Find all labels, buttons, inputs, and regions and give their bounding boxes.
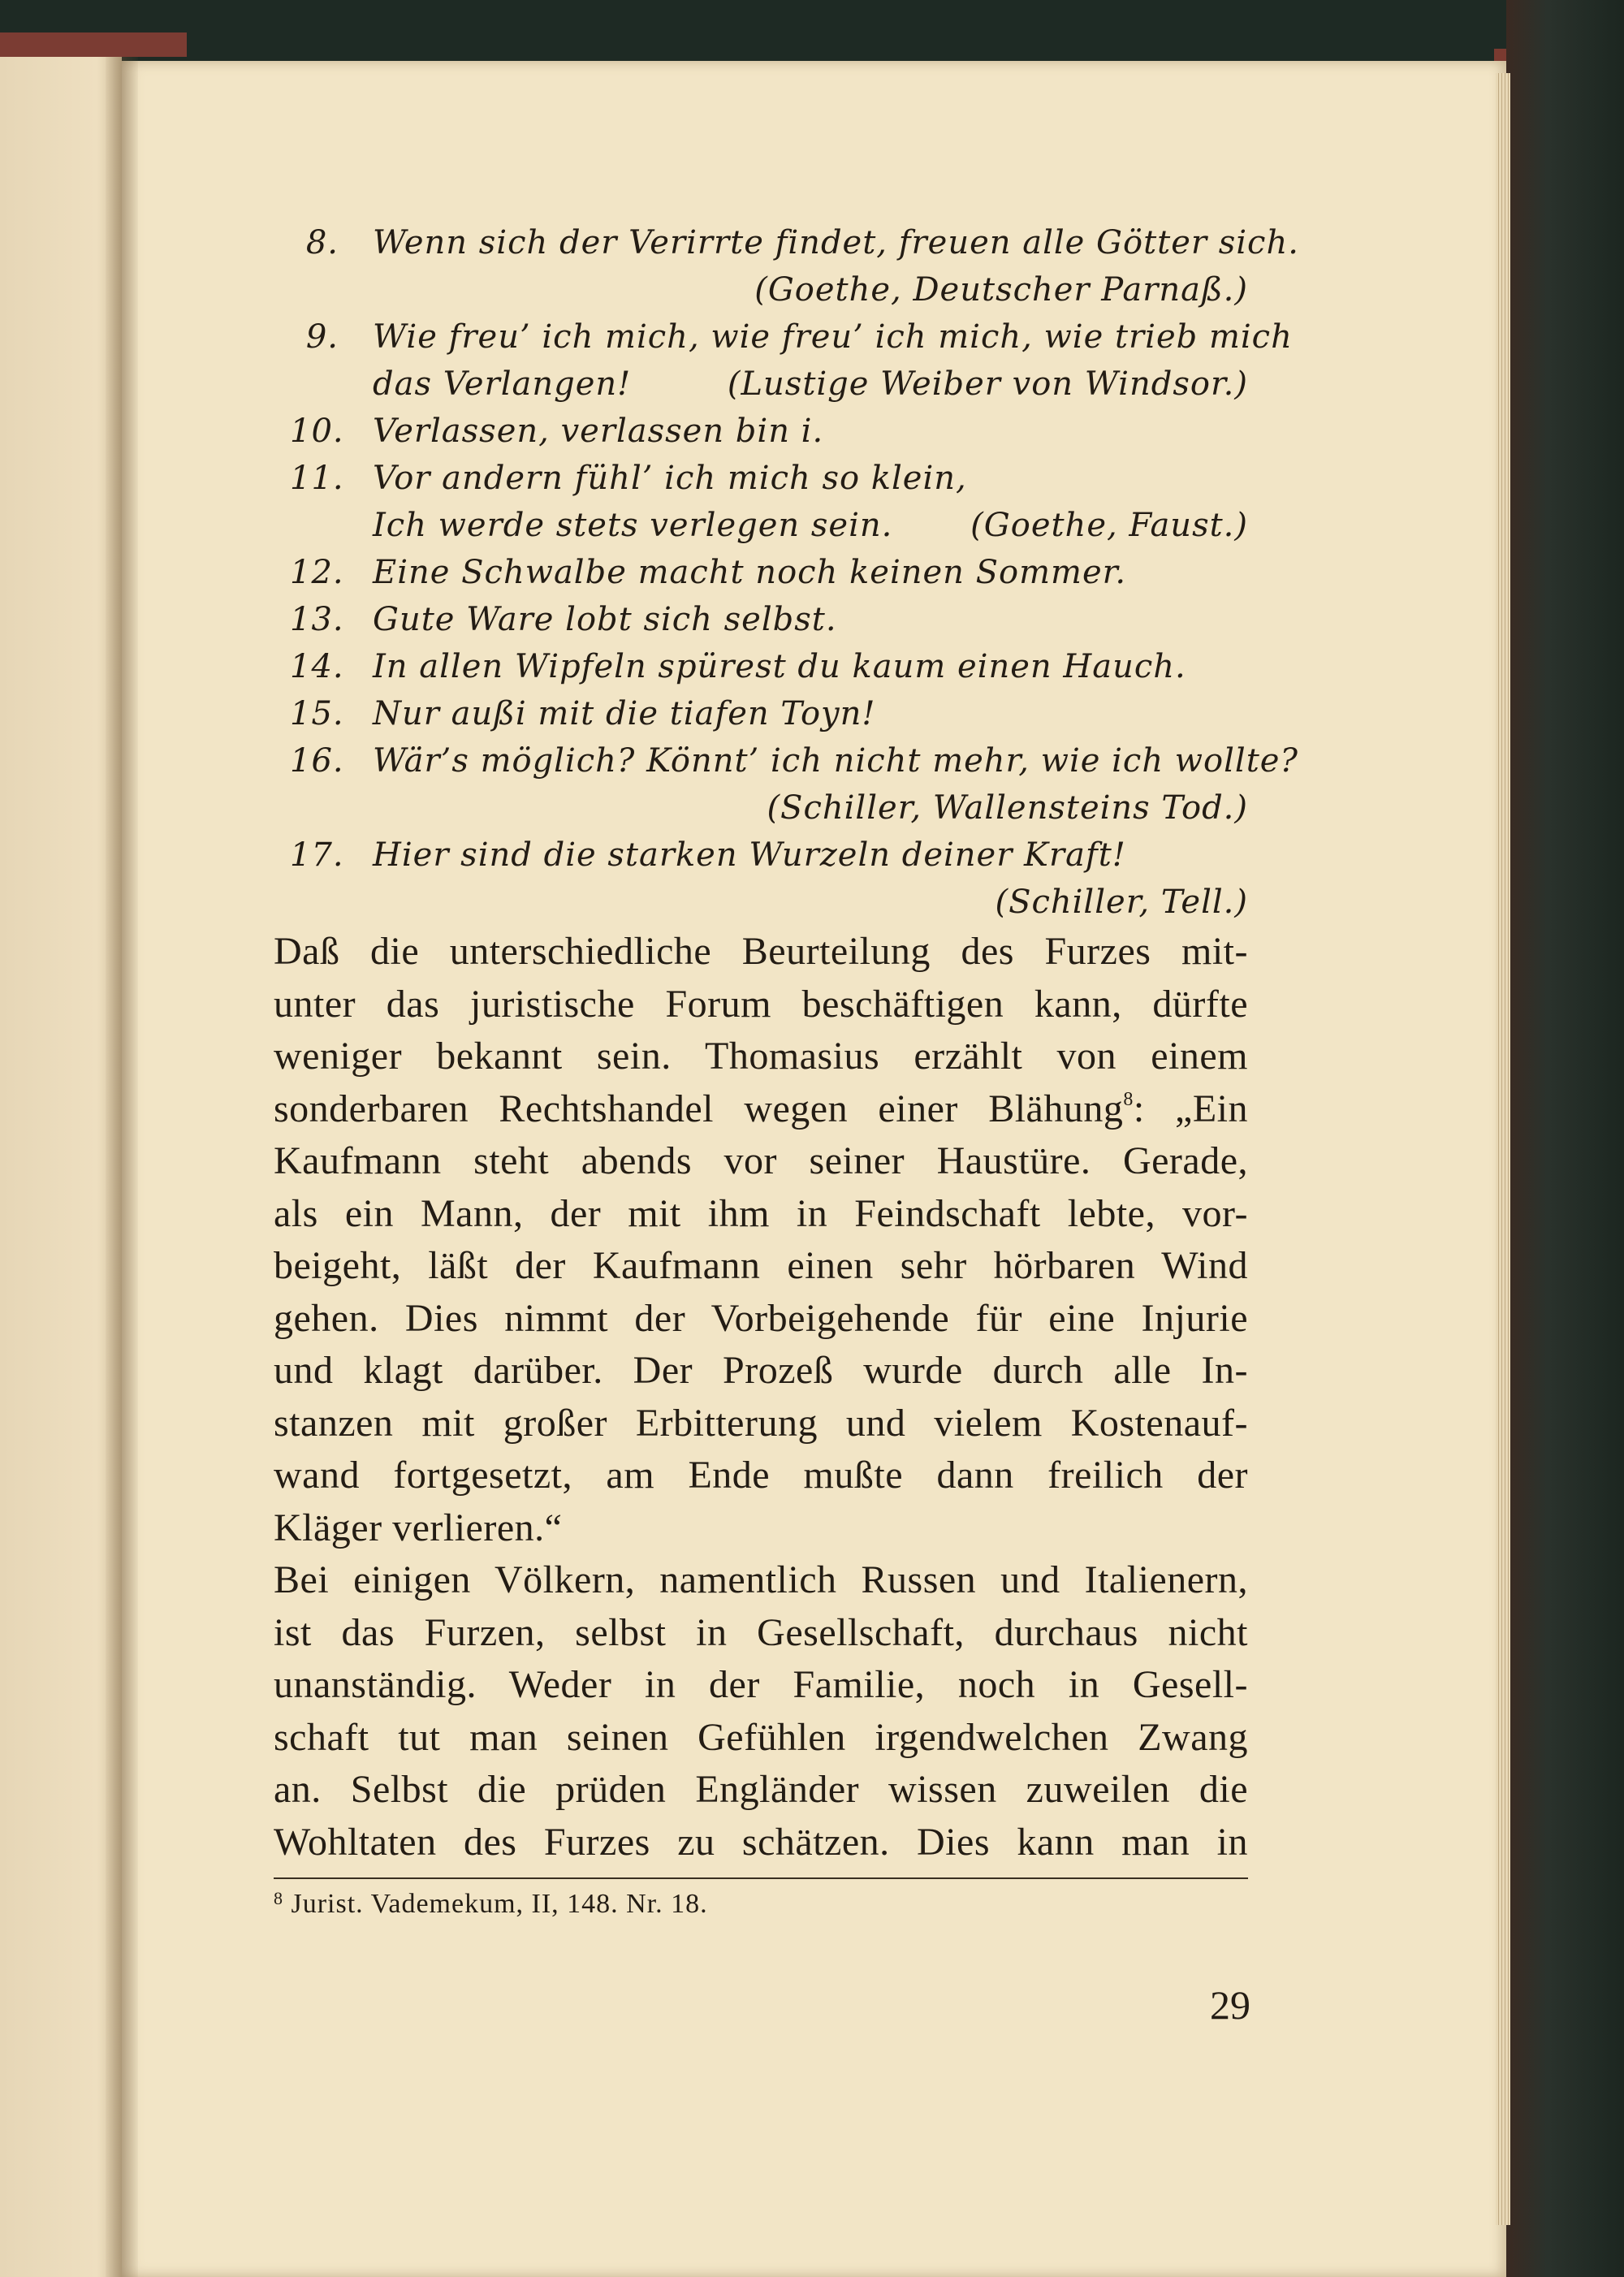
text-line [274, 1083, 1248, 1136]
footnote-reference[interactable]: 8 [1123, 1088, 1134, 1110]
text-line: Kläger verlieren.“ [274, 1506, 563, 1549]
quote-number: 16. [290, 742, 344, 780]
footnote [274, 1888, 708, 1920]
quote-text: Nur außi mit die tiafen Toyn! [373, 695, 876, 732]
quote-line [274, 832, 1248, 879]
quote-line [274, 596, 1248, 643]
quote-text: Vor andern fühl’ ich mich so klein, [373, 460, 967, 497]
quote-text: Wenn sich der Verirrte findet, freuen alle Götter sich. [373, 224, 1299, 261]
quote-source: (Goethe, Faust.) [970, 507, 1248, 544]
quote-text: Verlassen, verlassen bin i. [373, 413, 824, 450]
quote-list [274, 219, 1299, 926]
text-line: Wohltaten des Furzes zu schätzen. Dies kann man in [274, 1820, 1248, 1864]
quote-text: Hier sind die starken Wurzeln deiner Kraft! [373, 836, 1126, 874]
paragraph-thomasius [274, 926, 1248, 1554]
text-line: Daß die unterschiedliche Beurteilung des Furzes mit- [274, 930, 1248, 973]
text-line: gehen. Dies nimmt der Vorbeigehende für eine Injurie [274, 1296, 1248, 1340]
text-line: an. Selbst die prüden Engländer wissen zuweilen die [274, 1768, 1248, 1811]
quote-line [274, 313, 1293, 361]
quote-source: (Lustige Weiber von Windsor.) [727, 365, 1248, 403]
cover-strip [0, 32, 187, 57]
paragraph-voelker [274, 1554, 1248, 1869]
quote-line [274, 643, 1248, 690]
text-line: beigeht, läßt der Kaufmann einen sehr hörbaren Wind [274, 1244, 1248, 1287]
quote-text: In allen Wipfeln spürest du kaum einen Hauch. [373, 648, 1186, 685]
book-cover [1506, 0, 1624, 2277]
text-line: schaft tut man seinen Gefühlen irgendwelchen Zwang [274, 1715, 1248, 1759]
footnote-divider [274, 1877, 1248, 1879]
quote-continuation: Ich werde stets verlegen sein. [373, 507, 893, 544]
quote-line [274, 408, 1248, 455]
quote-continuation: das Verlangen! [373, 365, 632, 403]
text-line: unter das juristische Forum beschäftigen kann, dürfte [274, 982, 1248, 1026]
quote-number: 12. [290, 554, 344, 591]
quote-number: 9. [305, 318, 339, 356]
quote-line [274, 502, 1248, 549]
page-content [274, 219, 1299, 1869]
text-line: Bei einigen Völkern, namentlich Russen und Italienern, [274, 1558, 1248, 1601]
quote-line [274, 879, 1248, 926]
quote-line [274, 266, 1248, 313]
quote-line [274, 219, 1299, 266]
quote-line [274, 737, 1298, 784]
footnote-marker: 8 [274, 1888, 283, 1908]
page-number: 29 [1210, 1982, 1250, 2028]
text-line: weniger bekannt sein. Thomasius erzählt von einem [274, 1035, 1248, 1078]
quote-line [274, 690, 1248, 737]
text-line: wand fortgesetzt, am Ende mußte dann freilich der [274, 1454, 1248, 1497]
quote-line [274, 455, 1248, 502]
footnote-text: Jurist. Vademekum, II, 148. Nr. 18. [291, 1889, 708, 1919]
text-segment: sonderbaren Rechtshandel wegen einer Blähung [274, 1087, 1124, 1130]
quote-number: 11. [290, 460, 344, 497]
quote-source: (Goethe, Deutscher Parnaß.) [754, 271, 1248, 309]
quote-number: 8. [305, 224, 339, 261]
text-line: ist das Furzen, selbst in Gesellschaft, durchaus nicht [274, 1610, 1248, 1654]
page-edges [1496, 73, 1510, 2225]
text-line: unanständig. Weder in der Familie, noch in Gesell- [274, 1663, 1248, 1706]
quote-line [274, 549, 1248, 596]
facing-page [0, 57, 122, 2277]
quote-line [274, 784, 1248, 832]
quote-number: 10. [290, 413, 344, 450]
quote-source: (Schiller, Wallensteins Tod.) [767, 789, 1248, 827]
text-line: Kaufmann steht abends vor seiner Haustüre. Gerade, [274, 1139, 1248, 1182]
text-line: als ein Mann, der mit ihm in Feindschaft lebte, vor- [274, 1191, 1248, 1235]
quote-number: 14. [290, 648, 344, 685]
text-segment: : „Ein [1133, 1087, 1248, 1130]
quote-source: (Schiller, Tell.) [995, 884, 1248, 921]
quote-number: 13. [290, 601, 344, 638]
text-line: stanzen mit großer Erbitterung und vielem Kostenauf- [274, 1401, 1248, 1445]
quote-text: Wär’s möglich? Könnt’ ich nicht mehr, wie ich wollte? [373, 742, 1298, 780]
quote-number: 15. [290, 695, 344, 732]
quote-line [274, 361, 1248, 408]
text-line: und klagt darüber. Der Prozeß wurde durch alle In- [274, 1349, 1248, 1392]
quote-text: Wie freu’ ich mich, wie freu’ ich mich, wie trieb mich [373, 318, 1293, 356]
quote-text: Gute Ware lobt sich selbst. [373, 601, 837, 638]
quote-text: Eine Schwalbe macht noch keinen Sommer. [373, 554, 1127, 591]
page-gutter [106, 57, 138, 2277]
quote-number: 17. [290, 836, 344, 874]
